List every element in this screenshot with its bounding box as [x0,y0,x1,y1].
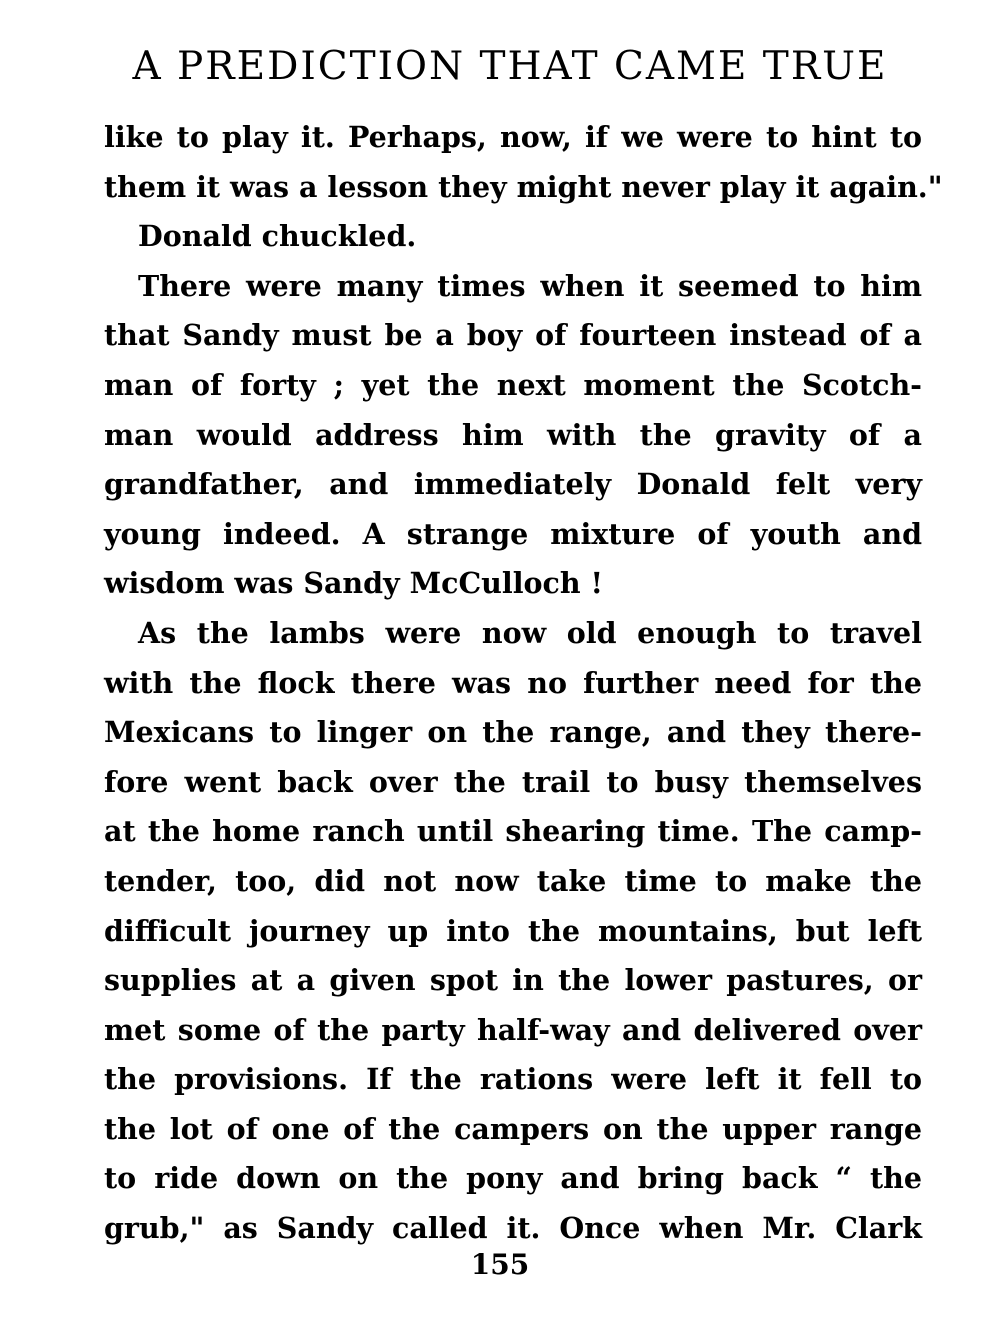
text-line: There were many times when it seemed to him [138,268,922,303]
text-line: like to play it. Perhaps, now, if we were to hint to [104,120,922,154]
text-line: that Sandy must be a boy of fourteen instead of a [104,318,922,353]
text-line: Donald chuckled. [138,219,417,254]
paragraph [104,212,922,262]
text-line: man would address him with the gravity of a [104,417,922,452]
text-line: Mexicans to linger on the range, and they there- [104,715,922,750]
text-line: man of forty ; yet the next moment the Scotch- [104,367,922,402]
text-line: to ride down on the pony and bring back “ the [104,1161,922,1196]
text-line: fore went back over the trail to busy themselves [104,764,922,799]
text-line: As the lambs were now old enough to travel [138,615,922,650]
text-line: grub," as Sandy called it. Once when Mr. Clark [104,1211,922,1246]
text-line: them it was a lesson they might never play it again." [104,169,943,204]
page-number: 155 [470,1248,530,1281]
text-line: at the home ranch until shearing time. The camp- [104,814,922,849]
text-line: the provisions. If the rations were left it fell to [104,1062,922,1097]
running-head: A PREDICTION THAT CAME TRUE [132,44,888,89]
text-line: met some of the party half-way and delivered over [104,1012,922,1047]
text-line: grandfather, and immediately Donald felt very [104,467,922,502]
text-line: supplies at a given spot in the lower pastures, or [104,963,922,998]
text-line: wisdom was Sandy McCulloch ! [104,566,604,601]
paragraph [104,262,922,609]
text-line: the lot of one of the campers on the upper range [104,1111,922,1146]
paragraph [104,609,922,1254]
text-line: young indeed. A strange mixture of youth and [104,516,922,551]
text-line: difficult journey up into the mountains, but left [104,913,922,948]
text-line: with the flock there was no further need for the [104,665,922,700]
paragraph [104,113,943,212]
body-text [104,113,943,1254]
text-line: tender, too, did not now take time to make the [104,863,922,898]
